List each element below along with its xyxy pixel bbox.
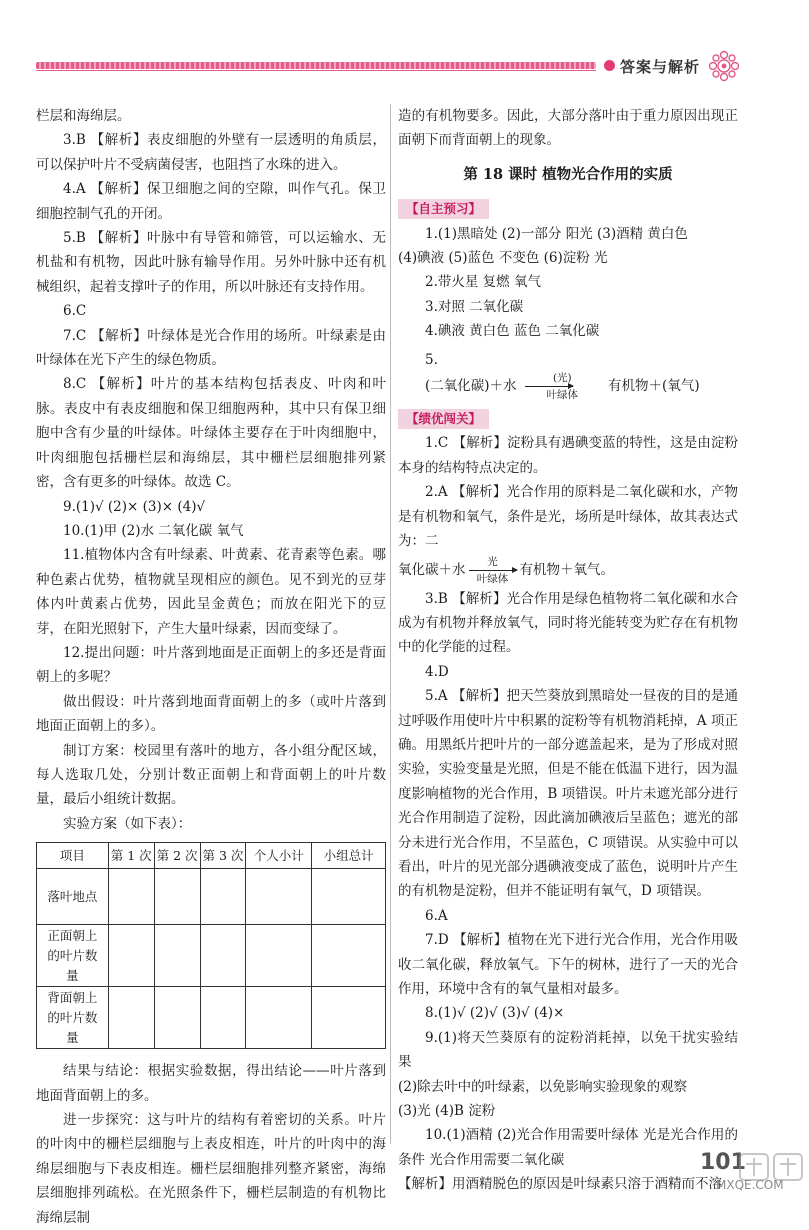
lesson-title: 第 18 课时 植物光合作用的实质	[463, 165, 673, 183]
header-dot-icon	[604, 60, 615, 71]
flower-ornament-icon	[706, 48, 742, 84]
answer-6: 6.C	[63, 303, 87, 320]
challenge-3: 3.B 【解析】光合作用是绿色植物将二氧化碳和水合成为有机物并释放氧气，同时将光能转变为贮存在有机物中的化学能的过程。	[398, 590, 738, 656]
formula-condition: 光	[487, 555, 498, 568]
table-header: 小组总计	[312, 843, 386, 869]
table-header: 第 2 次	[154, 843, 200, 869]
preview-2: 2.带火星 复燃 氧气	[425, 274, 541, 291]
answer-7: 7.C 【解析】叶绿体是光合作用的场所。叶绿素是由叶绿体在光下产生的绿色物质。	[36, 327, 386, 369]
challenge-10-analysis: 【解析】用酒精脱色的原因是叶绿素只溶于酒精而不溶	[398, 1176, 722, 1193]
answer-10: 10.(1)甲 (2)水 二氧化碳 氧气	[63, 522, 244, 539]
right-column	[398, 104, 738, 1197]
challenge-10: 10.(1)酒精 (2)光合作用需要叶绿体 光是光合作用的条件 光合作用需要二氧化碳	[398, 1127, 738, 1168]
table-row	[37, 925, 386, 987]
left-column	[36, 104, 386, 1230]
result-conclusion: 结果与结论：根据实验数据，得出结论——叶片落到地面背面朝上的多。	[36, 1063, 386, 1104]
formula-reactants: (二氧化碳)＋水	[425, 378, 517, 395]
further-inquiry: 进一步探究：这与叶片的结构有着密切的关系。叶片的叶肉中的栅栏层细胞与上表皮相连，叶片的叶肉中的海绵层细胞与下表皮相连。栅栏层细胞排列整齐紧密，海绵层细胞排列疏松。在光照条件下，栅栏层制造的有机物比海绵层制	[36, 1112, 386, 1226]
formula-site: 叶绿体	[476, 572, 509, 585]
challenge-2: 2.A 【解析】光合作用的原料是二氧化碳和水，产物是有机物和氧气，条件是光，场所是叶绿体，故其表达式为：二	[398, 484, 738, 550]
table-caption: 实验方案（如下表）：	[63, 815, 192, 832]
challenge-1: 1.C 【解析】淀粉具有遇碘变蓝的特性，这是由淀粉本身的结构特点决定的。	[398, 435, 738, 476]
watermark-text: MXQE.COM	[716, 1178, 784, 1192]
answer-continued: 造的有机物要多。因此，大部分落叶由于重力原因出现正面朝下而背面朝上的现象。	[398, 108, 738, 149]
challenge-2-formula	[398, 556, 738, 585]
formula-site: 叶绿体	[546, 389, 579, 402]
challenge-6: 6.A	[425, 907, 448, 924]
preview-1-cont: (4)碘液 (5)蓝色 不变色 (6)淀粉 光	[398, 250, 608, 267]
answer-8: 8.C 【解析】叶片的基本结构包括表皮、叶肉和叶脉。表皮中有表皮细胞和保卫细胞两种，其中只有保卫细胞中含有少量的叶绿体。叶绿体主要存在于叶肉细胞中，叶肉细胞包括栅栏层和海绵层，其中栅栏层细胞排列紧密，含有更多的叶绿体。故选 C。	[36, 376, 386, 491]
challenge-9: 9.(1)将天竺葵原有的淀粉消耗掉，以免干扰实验结果	[398, 1029, 738, 1071]
formula-products: 有机物＋(氧气)	[608, 378, 700, 395]
section-tag-preview: 【自主预习】	[398, 199, 489, 219]
answer-4: 4.A 【解析】保卫细胞之间的空隙，叫作气孔。保卫细胞控制气孔的开闭。	[36, 181, 386, 222]
answer-9: 9.(1)√ (2)× (3)× (4)√	[63, 498, 206, 515]
answer-3: 3.B 【解析】表皮细胞的外壁有一层透明的角质层，可以保护叶片不受病菌侵害，也阻挡了水珠的进入。	[36, 132, 386, 173]
header-decorative-band	[36, 62, 596, 69]
table-header: 个人小计	[246, 843, 312, 869]
formula-products: 有机物＋氧气。	[519, 561, 614, 578]
experiment-table	[36, 842, 386, 1049]
table-row-label: 落叶地点	[37, 869, 109, 925]
formula-reactants: 氧化碳＋水	[398, 561, 466, 578]
table-row-label: 背面朝上的叶片数量	[37, 987, 109, 1049]
table-header: 第 3 次	[200, 843, 246, 869]
preview-5-formula	[398, 348, 738, 401]
answer-11: 11.植物体内含有叶绿素、叶黄素、花青素等色素。哪种色素占优势，植物就呈现相应的颜色。见不到光的豆芽体内叶黄素占优势，因此呈金黄色；而放在阳光下的豆芽，在阳光照射下，产生大量叶绿素，因而变绿了。	[36, 547, 386, 637]
section-tag-challenge: 【绩优闯关】	[398, 409, 489, 429]
formula-prefix: 5.	[425, 351, 438, 368]
answer-12-question: 12.提出问题：叶片落到地面是正面朝上的多还是背面朝上的多呢？	[36, 644, 386, 686]
preview-3: 3.对照 二氧化碳	[425, 298, 524, 315]
challenge-5: 5.A 【解析】把天竺葵放到黑暗处一昼夜的目的是通过呼吸作用使叶片中积累的淀粉等有机物消耗掉，A 项正确。用黑纸片把叶片的一部分遮盖起来，是为了形成对照实验，实验变量是光照，但是不能在低温下进行，因为温度影响植物的光合作用，B 项错误。叶片未遮光部分进行光合作用制造了淀粉，因此滴加碘液后呈蓝色；遮光的部分未进行光合作用，不呈蓝色，C 项错误。从实验中可以看出，叶片的见光部分遇碘液变成了蓝色，说明叶片产生的有机物是淀粉，但并不能证明有氧气，D 项错误。	[398, 688, 738, 900]
answer-line: 栏层和海绵层。	[36, 108, 131, 124]
formula-arrow	[469, 556, 517, 585]
table-row	[37, 869, 386, 925]
challenge-7: 7.D 【解析】植物在光下进行光合作用，光合作用吸收二氧化碳，释放氧气。下午的树林，进行了一天的光合作用，环境中含有的氧气量相对最多。	[398, 932, 738, 997]
formula-condition: (光)	[552, 372, 572, 385]
challenge-4: 4.D	[425, 663, 449, 680]
challenge-9-cont2: (3)光 (4)B 淀粉	[398, 1103, 496, 1120]
preview-1: 1.(1)黑暗处 (2)一部分 阳光 (3)酒精 黄白色	[425, 225, 688, 242]
challenge-8: 8.(1)√ (2)√ (3)√ (4)×	[425, 1005, 565, 1022]
table-row-label: 正面朝上的叶片数量	[37, 925, 109, 987]
table-header: 第 1 次	[108, 843, 154, 869]
page-number: 101	[700, 1150, 746, 1175]
formula-arrow	[520, 372, 579, 401]
table-row	[37, 987, 386, 1049]
column-divider	[390, 104, 391, 1144]
table-header: 项目	[37, 843, 109, 869]
answer-12-hypothesis: 做出假设：叶片落到地面背面朝上的多（或叶片落到地面正面朝上的多）。	[36, 693, 386, 735]
answer-12-plan: 制订方案：校园里有落叶的地方，各小组分配区域，每人选取几处，分别计数正面朝上和背面朝上的叶片数量，最后小组统计数据。	[36, 742, 386, 808]
challenge-9-cont: (2)除去叶中的叶绿素，以免影响实验现象的观察	[398, 1078, 688, 1095]
preview-4: 4.碘液 黄白色 蓝色 二氧化碳	[425, 323, 600, 340]
header-title: 答案与解析	[620, 58, 701, 76]
answer-5: 5.B 【解析】叶脉中有导管和筛管，可以运输水、无机盐和有机物，因此叶脉有输导作用。另外叶脉中还有机械组织，起着支撑叶子的作用，所以叶脉还有支持作用。	[36, 230, 386, 295]
